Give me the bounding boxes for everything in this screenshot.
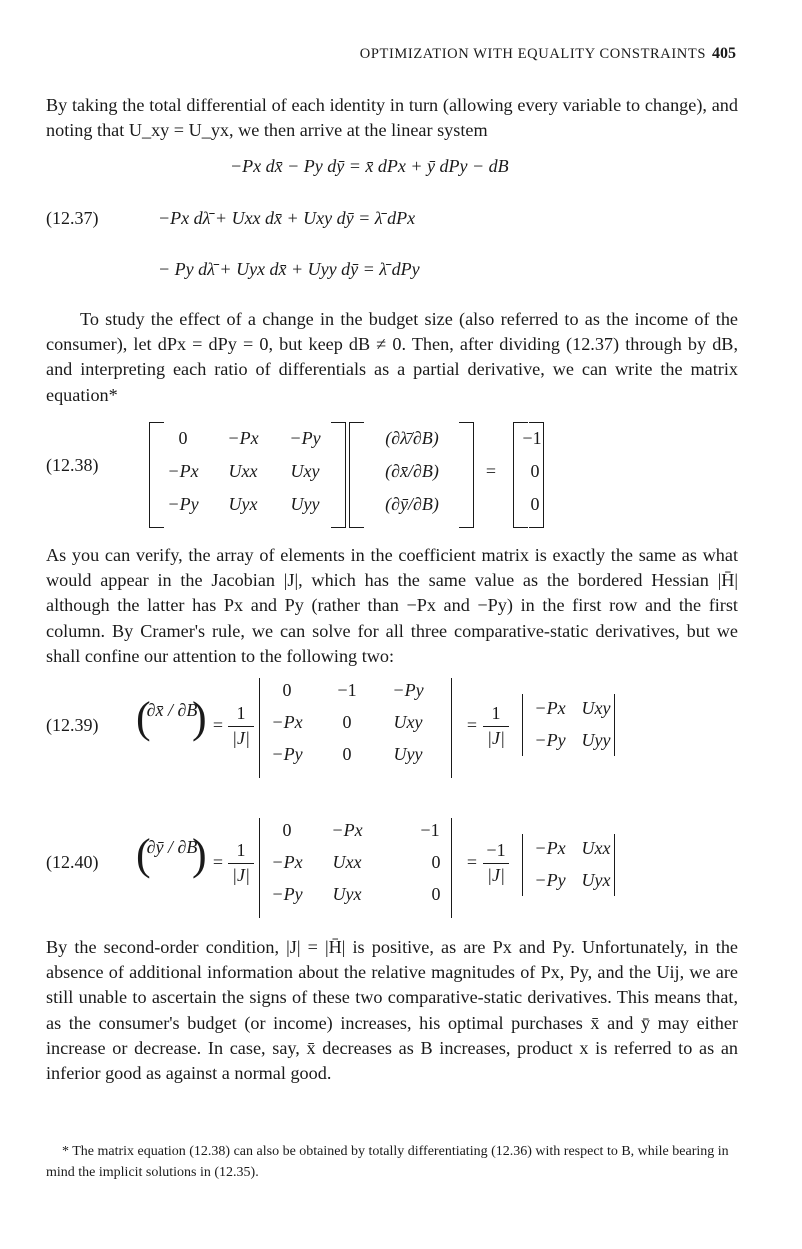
eq-12-39-label: (12.39) [46, 715, 99, 735]
coef-r3c3: Uyy [290, 494, 320, 514]
footnote: * The matrix equation (12.38) can also be obtained by totally differentiating (12.36) with respect to B, while bearing in mind the implicit solutions in (12.35). [46, 1144, 729, 1180]
eq-12-40-rhs-fraction-bar [483, 863, 509, 864]
eq-12-39-det3-r3c2: 0 [342, 744, 352, 764]
running-title: OPTIMIZATION WITH EQUALITY CONSTRAINTS [359, 46, 706, 62]
eq-12-39-rhs-jacobian: |J| [487, 728, 505, 748]
eq-12-40-one: 1 [236, 840, 246, 860]
eq-12-39-equals-1: = [212, 715, 224, 735]
rhs-r2: 0 [530, 461, 540, 481]
eq-12-40-det3-r1c3: −1 [420, 820, 440, 840]
eq-12-39-rhs-one: 1 [491, 703, 501, 723]
eq-12-39-det3-r1c1: 0 [282, 680, 292, 700]
eq-12-40-equals-1: = [212, 852, 224, 872]
eq-12-39-det3-right-bar [451, 678, 452, 778]
unknown-lambda-b: (∂λ̄/∂B) [385, 428, 439, 448]
rhs-r1: −1 [522, 428, 542, 448]
eq-12-40-det3-r2c3: 0 [431, 852, 441, 872]
eq-12-39-det2-r1c1: −Px [534, 698, 566, 718]
paragraph-2: To study the effect of a change in the budget size (also referred to as the income of the consumer), let dPx = dPy = 0, but keep dB ≠ 0. Then, after dividing (12.37) through by dB, and interpreting each ratio of differentials as a partial derivative, we can write the matrix equation* [46, 309, 738, 405]
eq-12-40-det3-right-bar [451, 818, 452, 918]
coef-r2c3: Uxy [290, 461, 320, 481]
eq-12-40-det2-r1c2: Uxx [581, 838, 611, 858]
coef-r1c3: −Py [289, 428, 321, 448]
eq-12-39-det3-r1c3: −Py [392, 680, 424, 700]
eq-12-40-rhs-jacobian: |J| [487, 865, 505, 885]
coef-r2c2: Uxx [228, 461, 258, 481]
rhs-r3: 0 [530, 494, 540, 514]
eq-12-40-label: (12.40) [46, 852, 99, 872]
coef-r2c1: −Px [167, 461, 199, 481]
eq-12-40-det3-r3c2: Uyx [332, 884, 362, 904]
paragraph-4: By the second-order condition, |J| = |H̄| is positive, as are Px and Py. Unfortunately, in the absence of additional information about the relative magnitudes of Px, Py, and the Uij, we are still unable to ascertain the signs of these two comparative-static derivatives. This means that, as the consumer's budget (or income) increases, his optimal purchases x̄ and ȳ may either increase or decrease. In case, say, x̄ decreases as B increases, product x is referred to as an inferior good as against a normal good. [46, 937, 738, 1084]
eq-12-39-det3-r2c2: 0 [342, 712, 352, 732]
eq-12-40-det3-r1c2: −Px [331, 820, 363, 840]
coef-r1c2: −Px [227, 428, 259, 448]
eq-12-40-det3-r1c1: 0 [282, 820, 292, 840]
paragraph-1: By taking the total differential of each identity in turn (allowing every variable to change), and noting that U_xy = U_yx, we then arrive at the linear system [46, 95, 738, 141]
paragraph-3: As you can verify, the array of elements in the coefficient matrix is exactly the same as what would appear in the Jacobian |J|, which has the same value as the bordered Hessian |H̄| although the latter has Px and Py (rather than −Px and −Py) in the first row and the first column. By Cramer's rule, we can solve for all three comparative-static derivatives, but we shall confine our attention to the following two: [46, 545, 738, 666]
eq-12-37-line-2: −Px dλ̄ + Uxx dx̄ + Uxy dȳ = λ̄ dPx [158, 208, 416, 228]
eq-12-39-rhs-fraction-bar [483, 726, 509, 727]
unknown-x-b: (∂x̄/∂B) [385, 461, 439, 481]
eq-12-39-det3-r1c2: −1 [337, 680, 357, 700]
eq-12-40-det3-r3c1: −Py [271, 884, 303, 904]
eq-12-37-line-1: −Px dx̄ − Py dȳ = x̄ dPx + ȳ dPy − dB [230, 156, 509, 176]
eq-12-39-det3-r2c1: −Px [271, 712, 303, 732]
eq-12-38-equals: = [485, 461, 497, 481]
eq-12-39-det3-r2c3: Uxy [393, 712, 423, 732]
eq-12-40-det2-r1c1: −Px [534, 838, 566, 858]
page-number: 405 [712, 45, 736, 62]
coef-r1c1: 0 [178, 428, 188, 448]
coef-r3c1: −Py [167, 494, 199, 514]
eq-12-40-lhs-open-paren: ( [136, 830, 151, 879]
eq-12-40-rhs-minus-one: −1 [486, 840, 506, 860]
eq-12-39-det2-r2c2: Uyy [581, 730, 611, 750]
eq-12-39-lhs-derivative: ∂x̄ / ∂B [146, 700, 198, 720]
eq-12-40-det2-right-bar [614, 834, 615, 896]
eq-12-39-det2-r1c2: Uxy [581, 698, 611, 718]
unknowns-left-bracket [349, 422, 364, 528]
eq-12-39-lhs-open-paren: ( [136, 693, 151, 742]
eq-12-40-det2-left-bar [522, 834, 523, 896]
eq-12-40-equals-2: = [466, 852, 478, 872]
eq-12-40-lhs-close-paren: ) [192, 830, 207, 879]
eq-12-40-det2-r2c1: −Py [534, 870, 566, 890]
eq-12-40-fraction-bar [228, 863, 254, 864]
eq-12-39-det3-r3c3: Uyy [393, 744, 423, 764]
coef-matrix-right-bracket [331, 422, 346, 528]
eq-12-40-det3-r3c3: 0 [431, 884, 441, 904]
eq-12-39-lhs-close-paren: ) [192, 693, 207, 742]
eq-12-39-det2-right-bar [614, 694, 615, 756]
eq-12-39-det3-left-bar [259, 678, 260, 778]
running-header [360, 45, 736, 63]
coef-matrix-left-bracket [149, 422, 164, 528]
eq-12-37-line-3: − Py dλ̄ + Uyx dx̄ + Uyy dȳ = λ̄ dPy [158, 259, 420, 279]
eq-12-39-one: 1 [236, 703, 246, 723]
eq-12-40-det2-r2c2: Uyx [581, 870, 611, 890]
eq-12-39-jacobian: |J| [232, 728, 250, 748]
eq-12-39-det2-left-bar [522, 694, 523, 756]
eq-12-40-det3-left-bar [259, 818, 260, 918]
eq-12-37-label: (12.37) [46, 208, 99, 228]
eq-12-40-det3-r2c2: Uxx [332, 852, 362, 872]
eq-12-40-det3-r2c1: −Px [271, 852, 303, 872]
unknowns-right-bracket [459, 422, 474, 528]
eq-12-39-fraction-bar [228, 726, 254, 727]
coef-r3c2: Uyx [228, 494, 258, 514]
eq-12-40-lhs-derivative: ∂ȳ / ∂B [146, 837, 198, 857]
eq-12-39-det2-r2c1: −Py [534, 730, 566, 750]
eq-12-38-label: (12.38) [46, 455, 99, 475]
eq-12-39-equals-2: = [466, 715, 478, 735]
unknown-y-b: (∂ȳ/∂B) [385, 494, 439, 514]
eq-12-39-det3-r3c1: −Py [271, 744, 303, 764]
eq-12-40-jacobian: |J| [232, 865, 250, 885]
